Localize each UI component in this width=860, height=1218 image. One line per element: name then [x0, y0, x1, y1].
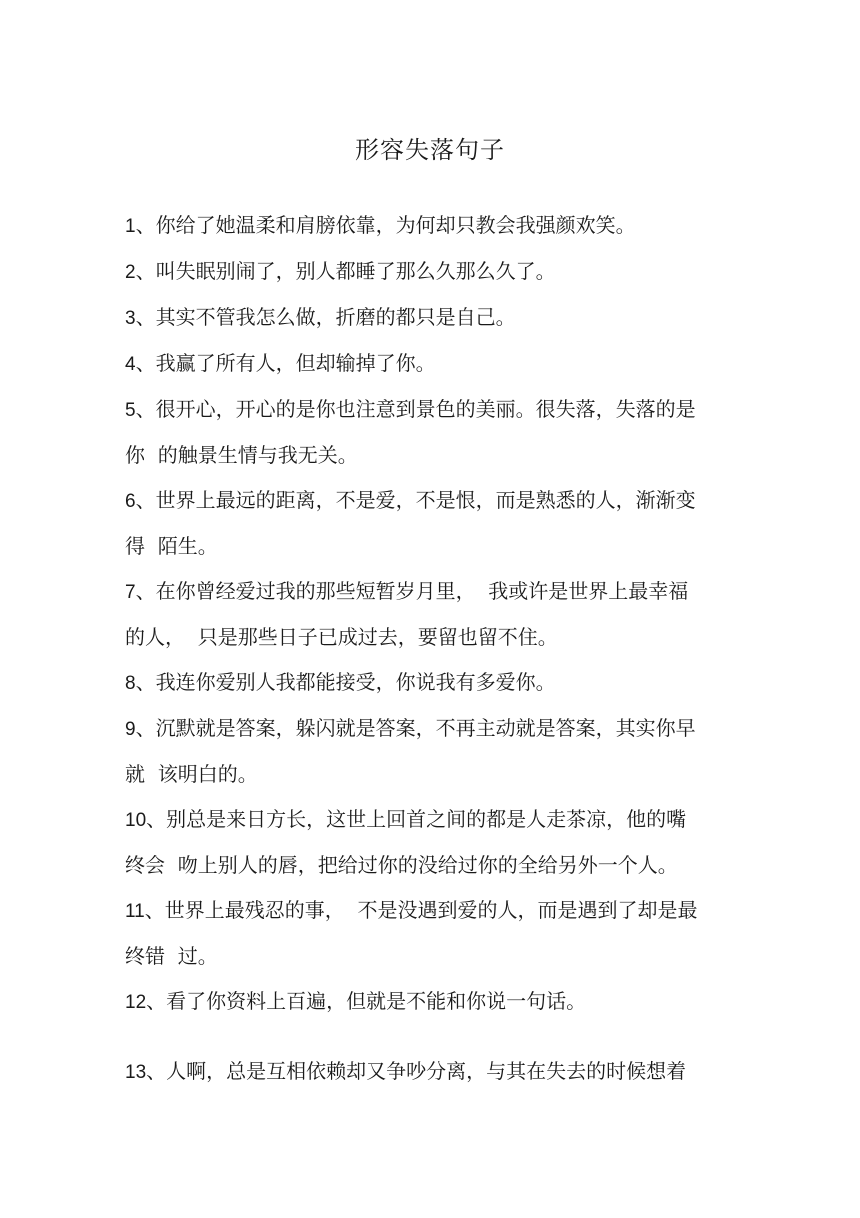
item-number: 7: [125, 582, 136, 603]
item-text: 、在你曾经爱过我的那些短暂岁月里， 我或许是世界上最幸福: [135, 579, 689, 603]
list-item: [125, 249, 725, 295]
list-item: [125, 203, 725, 249]
item-number: 8: [125, 673, 136, 694]
item-text: 、很开心，开心的是你也注意到景色的美丽。很失落，失落的是: [135, 397, 696, 421]
item-number: 11: [125, 901, 145, 922]
item-text: 、我赢了所有人，但却输掉了你。: [135, 351, 436, 375]
list-item: [125, 341, 725, 387]
item-text: 、我连你爱别人我都能接受，你说我有多爱你。: [135, 670, 556, 694]
list-item: [125, 387, 725, 478]
document-title: 形容失落句子: [355, 136, 505, 164]
item-number: 4: [125, 354, 136, 375]
item-number: 9: [125, 719, 136, 740]
item-text-continuation: 终会 吻上别人的唇，把给过你的没给过你的全给另外一个人。: [125, 853, 678, 877]
list-item: [125, 888, 725, 979]
item-text-continuation: 的人， 只是那些日子已成过去，要留也留不住。: [125, 625, 558, 649]
item-text: 、人啊，总是互相依赖却又争吵分离，与其在失去的时候想着: [146, 1059, 687, 1083]
item-number: 1: [125, 216, 136, 237]
item-text: 、你给了她温柔和肩膀依靠，为何却只教会我强颜欢笑。: [135, 213, 636, 237]
list-item: [125, 569, 725, 660]
item-number: 13: [125, 1062, 147, 1083]
item-number: 3: [125, 308, 136, 329]
item-text: 、世界上最远的距离，不是爱，不是恨，而是熟悉的人，渐渐变: [135, 488, 696, 512]
item-text: 、别总是来日方长，这世上回首之间的都是人走茶凉，他的嘴: [146, 807, 687, 831]
item-text-continuation: 得 陌生。: [125, 534, 218, 558]
list-item: [125, 295, 725, 341]
list-item: [125, 1049, 725, 1095]
item-text-continuation: 终错 过。: [125, 944, 218, 968]
item-text: 、其实不管我怎么做，折磨的都只是自己。: [135, 305, 516, 329]
list-item: [125, 660, 725, 706]
list-item: [125, 706, 725, 797]
item-text-continuation: 就 该明白的。: [125, 762, 258, 786]
list-item: [125, 979, 725, 1025]
item-text: 、看了你资料上百遍，但就是不能和你说一句话。: [146, 989, 587, 1013]
item-text-continuation: 你 的触景生情与我无关。: [125, 443, 358, 467]
item-number: 12: [125, 992, 147, 1013]
list-item: [125, 478, 725, 569]
item-number: 10: [125, 810, 147, 831]
item-number: 5: [125, 400, 136, 421]
item-number: 2: [125, 262, 136, 283]
item-text: 、世界上最残忍的事， 不是没遇到爱的人，而是遇到了却是最: [144, 898, 698, 922]
item-text: 、叫失眠别闹了，别人都睡了那么久那么久了。: [135, 259, 556, 283]
list-item: [125, 797, 725, 888]
item-number: 6: [125, 491, 136, 512]
sentence-list: [125, 203, 725, 1095]
item-text: 、沉默就是答案，躲闪就是答案，不再主动就是答案，其实你早: [135, 716, 696, 740]
